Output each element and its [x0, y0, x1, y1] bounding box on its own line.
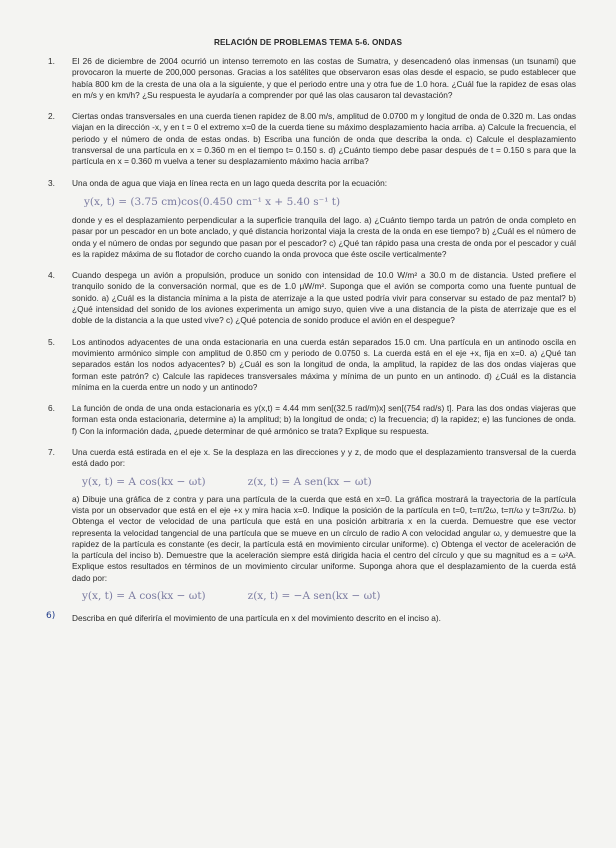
- handwritten-number: 6): [46, 610, 56, 621]
- problem-text: Los antinodos adyacentes de una onda estacionaria en una cuerda están separados 15.0 cm. Una partícula en un antinodo oscila en movimiento armónico simple con amplitud de 0.850 cm y periodo de 0.0750 s. La cuerda está en el eje +x, fija en x=0. a) ¿Qué tan separados están los nodos adyacentes? b) ¿Cuál es son la longitud de onda, la amplitud, la rapidez de las dos ondas viajeras que forman este patrón? c) Calcule las rapideces transversales máxima y mínima de un punto en un antinodo. d) ¿Cuál es la distancia mínima en la cuerda entre un nodo y un antinodo?: [72, 336, 576, 392]
- problem-number: 6.: [48, 403, 55, 414]
- equation-y: y(x, t) = A cos(kx − ωt): [82, 475, 206, 488]
- problem-text: Ciertas ondas transversales en una cuerda tienen rapidez de 8.00 m/s, amplitud de 0.0700 m y longitud de onda de 0.320 m. Las ondas viajan en la dirección -x, y en t = 0 el extremo x=0 de la cuerda tiene su máximo desplazamiento hacia arriba. a) Calcule la frecuencia, el periodo y el número de onda de estas ondas. b) Escriba una función de onda que describa la onda. c) Calcule el desplazamiento transversal de una partícula en x = 0.360 m en el tiempo t= 0.150 s. d) ¿Cuánto tiempo debe pasar después de t = 0.150 s para que la partícula en x = 0.360 m vuelva a tener su desplazamiento máximo hacia arriba?: [72, 111, 576, 167]
- problem-4: [40, 270, 576, 326]
- problem-number: 7.: [48, 447, 55, 458]
- equation-y: y(x, t) = A cos(kx − ωt): [82, 589, 206, 602]
- problem-text: donde y es el desplazamiento perpendicular a la superficie tranquila del lago. a) ¿Cuánto tiempo tarda un patrón de onda completo en pasar por un pescador en un bote anclado, y qué distancia horizontal viaja la cresta de la onda en ese tiempo? b) ¿Cuál es el número de onda y el número de ondas por segundo que pasan por el pescador? c) ¿Qué tan rápido pasa una cresta de onda por el pescador y cuál es la rapidez máxima de su flotador de corcho cuando la onda provoca que éste oscile verticalmente?: [72, 214, 576, 259]
- problem-text: Cuando despega un avión a propulsión, produce un sonido con intensidad de 10.0 W/m² a 30.0 m de distancia. Usted prefiere el tranquilo sonido de la conversación normal, que es de 1.0 μW/m². Suponga que el avión se comporta como una fuente puntual de sonido. a) ¿Cuál es la distancia mínima a la pista de aterrizaje a la que usted podría vivir para conservar su estado de paz mental? b) ¿Qué intensidad del sonido de los aviones experimenta un amigo suyo, quien vive a una distancia de la pista de aterrizaje que es el doble de la distancia a la que usted vive? c) ¿Qué potencia de sonido produce el avión en el despegue?: [72, 270, 576, 326]
- problem-number: 3.: [48, 177, 55, 188]
- problem-2: [40, 111, 576, 167]
- wave-equation: y(x, t) = (3.75 cm)cos(0.450 cm⁻¹ x + 5.40 s⁻¹ t): [84, 195, 341, 208]
- problem-intro: Una cuerda está estirada en el eje x. Se la desplaza en las direcciones y y z, de modo que el desplazamiento transversal de la cuerda está dado por:: [72, 447, 576, 469]
- problem-number: 4.: [48, 270, 55, 281]
- problem-number: 5.: [48, 336, 55, 347]
- equation-z: z(x, t) = A sen(kx − ωt): [247, 475, 372, 488]
- equation-row: [82, 475, 576, 489]
- problem-text: Describa en qué diferiría el movimiento de una partícula en x del movimiento descrito en el inciso a).: [72, 612, 441, 623]
- problem-text: El 26 de diciembre de 2004 ocurrió un intenso terremoto en las costas de Sumatra, y desencadenó olas inmensas (un tsunami) que provocaron la muerte de 200,000 personas. Gracias a los satélites que observaron esas olas desde el espacio, se pudo establecer que había 800 km de la cresta de una ola a la siguiente, y que el periodo entre una y otra fue de 1.0 hora. ¿Cuál fue la rapidez de esas olas en m/s y en km/h? ¿Su respuesta le ayudaría a comprender por qué las olas causaron tal devastación?: [72, 56, 576, 100]
- problem-number: 2.: [48, 111, 55, 122]
- problem-number: 1.: [48, 56, 55, 66]
- problem-5: [40, 337, 576, 393]
- problem-text: a) Dibuje una gráfica de z contra y para una partícula de la cuerda que está en x=0. La gráfica mostrará la trayectoria de la partícula vista por un observador que está en el eje +x y mira hacia x=0. Indique la posición de la partícula en t=0, t=π/2ω, t=π/ω y t=3π/2ω. b) Obtenga el vector de velocidad de una partícula que está en una posición arbitraria x en la cuerda. Demuestre que ese vector representa la velocidad tangencial de una partícula que se mueve en un círculo de radio A con velocidad angular ω, y demuestre que la rapidez de la partícula es constante (es decir, la partícula está en movimiento circular uniforme). c) Obtenga el vector de aceleración de la partícula del inciso b). Demuestre que la aceleración siempre está dirigida hacia el centro del círculo y que su magnitud es a = ω²A. Explique estos resultados en términos de un movimiento circular uniforme. Suponga ahora que el desplazamiento de la cuerda está dado por:: [72, 493, 576, 583]
- problem-3: [40, 178, 576, 260]
- document-title: RELACIÓN DE PROBLEMAS TEMA 5-6. ONDAS: [213, 38, 403, 47]
- equation-row: [82, 589, 576, 603]
- problem-intro: Una onda de agua que viaja en línea recta en un lago queda descrita por la ecuación:: [72, 177, 388, 188]
- problem-6: [40, 403, 576, 437]
- problem-text: La función de onda de una onda estacionaria es y(x,t) = 4.44 mm sen[(32.5 rad/m)x] sen[(754 rad/s) t]. Para las dos ondas viajeras que forman esta onda estacionaria, determine a) la amplitud; b) la longitud de onda; c) la frecuencia; d) la rapidez; e) las funciones de onda. f) Con la información dada, ¿puede determinar de qué armónico se trata? Explique su respuesta.: [72, 403, 576, 436]
- problem-7: [40, 447, 576, 603]
- problem-8: [40, 610, 576, 624]
- problem-1: [40, 56, 576, 101]
- equation-z: z(x, t) = −A sen(kx − ωt): [247, 589, 381, 602]
